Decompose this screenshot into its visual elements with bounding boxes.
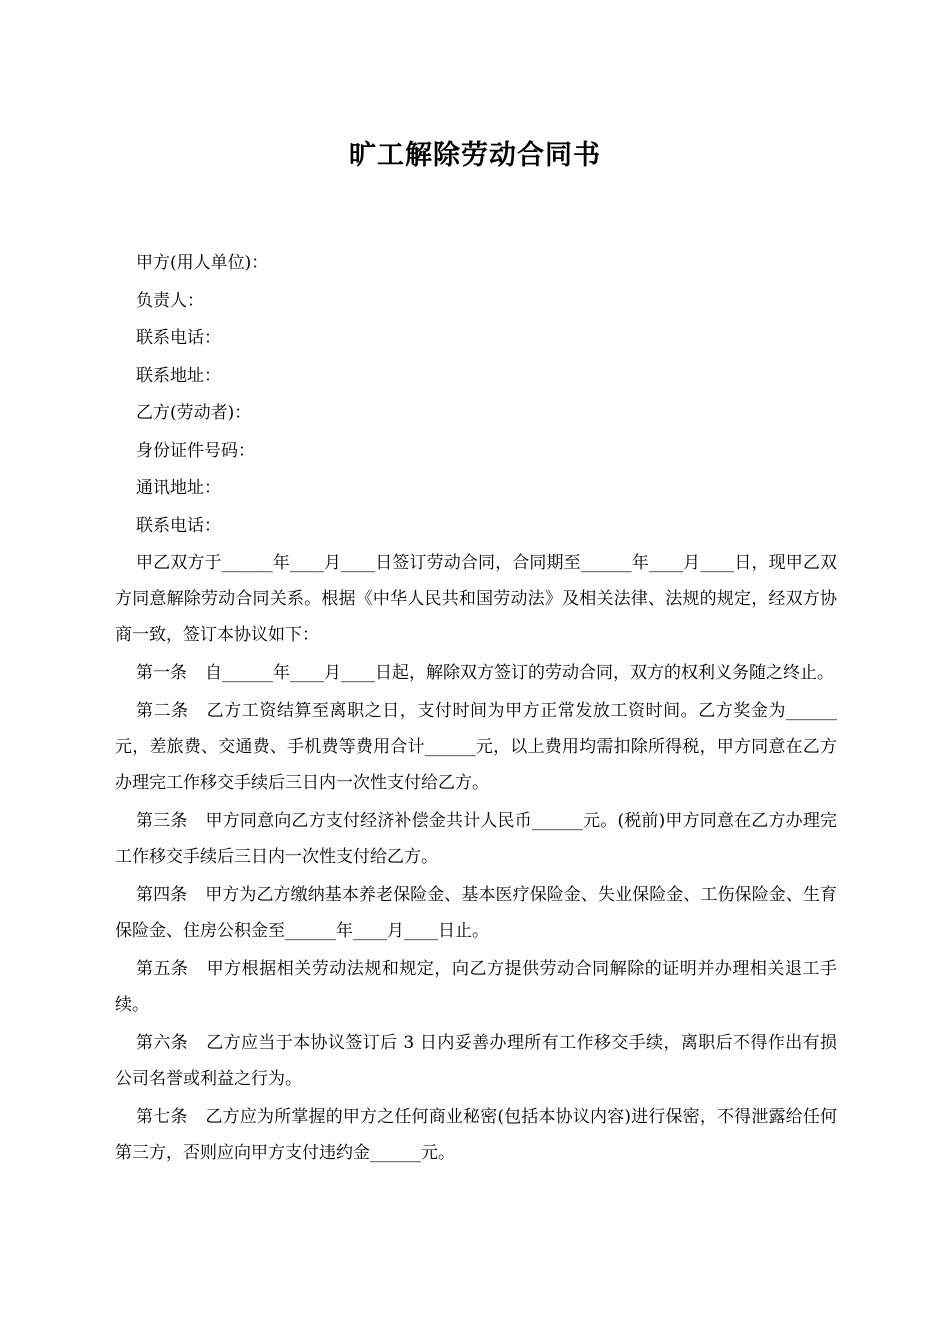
field-party-b: 乙方(劳动者)： xyxy=(136,403,252,423)
article-text: 乙方应为所掌握的甲方之任何商业秘密(包括本协议内容)进行保密，不得泄露给任何第三方，否则应向甲方支付违约金______元。 xyxy=(115,1107,838,1163)
field-mailing-address: 通讯地址： xyxy=(136,478,221,498)
article-number: 第四条 xyxy=(136,885,188,905)
article-number: 第五条 xyxy=(136,959,189,979)
document-title: 旷工解除劳动合同书 xyxy=(349,140,601,171)
field-party-a: 甲方(用人单位)： xyxy=(136,253,269,273)
article-text: 乙方工资结算至离职之日，支付时间为甲方正常发放工资时间。乙方奖金为______元，差旅费、交通费、手机费等费用合计______元，以上费用均需扣除所得税，甲方同意在乙方办理完工作移交手续后三日内一次性支付给乙方。 xyxy=(115,701,838,793)
article-text: 乙方应当于本协议签订后 3 日内妥善办理所有工作移交手续，离职后不得作出有损公司名誉或利益之行为。 xyxy=(115,1033,838,1089)
contract-body xyxy=(115,545,837,1173)
article-5 xyxy=(115,951,837,1023)
article-1 xyxy=(115,655,837,691)
article-2 xyxy=(115,693,837,801)
article-number: 第六条 xyxy=(136,1033,189,1053)
article-text: 甲方根据相关劳动法规和规定，向乙方提供劳动合同解除的证明并办理相关退工手续。 xyxy=(115,959,838,1015)
field-id-number: 身份证件号码： xyxy=(136,440,255,461)
article-number: 第二条 xyxy=(136,701,189,721)
article-text: 甲方同意向乙方支付经济补偿金共计人民币______元。(税前)甲方同意在乙方办理完工作移交手续后三日内一次性支付给乙方。 xyxy=(115,811,838,867)
party-info-block xyxy=(136,245,856,545)
field-party-b-phone: 联系电话： xyxy=(136,515,221,536)
article-number: 第三条 xyxy=(136,811,188,831)
field-party-a-address: 联系地址： xyxy=(136,365,221,386)
article-4 xyxy=(115,877,837,949)
article-7 xyxy=(115,1099,837,1171)
article-number: 第七条 xyxy=(136,1107,188,1127)
intro-paragraph: 甲乙双方于______年____月____日签订劳动合同，合同期至______年____月____日，现甲乙双方同意解除劳动合同关系。根据《中华人民共和国劳动法》及相关法律、法规的规定，经双方协商一致，签订本协议如下： xyxy=(115,553,837,645)
article-text: 甲方为乙方缴纳基本养老保险金、基本医疗保险金、失业保险金、工伤保险金、生育保险金、住房公积金至______年____月____日止。 xyxy=(115,885,838,941)
field-party-a-phone: 联系电话： xyxy=(136,328,221,348)
article-text: 自______年____月____日起，解除双方签订的劳动合同，双方的权利义务随之终止。 xyxy=(205,663,834,683)
article-6 xyxy=(115,1025,837,1097)
article-3 xyxy=(115,803,837,875)
field-responsible-person: 负责人： xyxy=(136,290,204,311)
article-number: 第一条 xyxy=(136,663,187,683)
